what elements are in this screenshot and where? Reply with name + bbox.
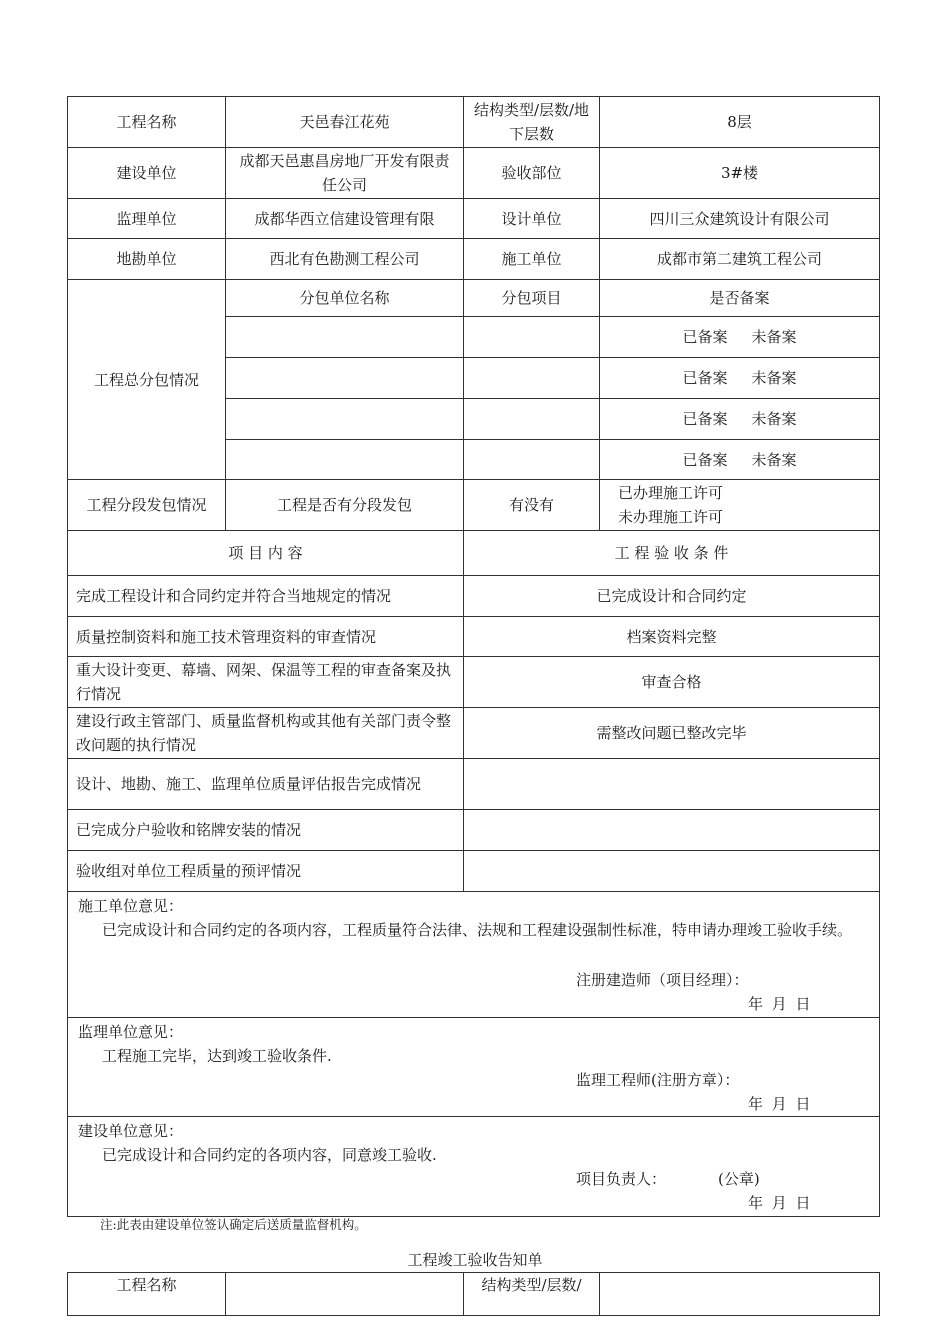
builder-opinion-body: 已完成设计和合同约定的各项内容，同意竣工验收.: [102, 1146, 437, 1164]
second-project-name-value: [226, 1273, 464, 1316]
condition-value: [464, 810, 880, 851]
second-structure-value: [600, 1273, 880, 1316]
condition-item: 质量控制资料和施工技术管理资料的审查情况: [68, 617, 464, 657]
condition-row: [68, 851, 880, 892]
supervisor-value: 成都华西立信建设管理有限: [226, 199, 464, 239]
filed-option[interactable]: 已备案: [682, 369, 728, 387]
subcontract-item-cell: [464, 399, 600, 440]
condition-value: [464, 851, 880, 892]
permit-status-cell: [600, 480, 880, 531]
builder-label: 建设单位: [68, 148, 226, 199]
condition-value: 档案资料完整: [464, 617, 880, 657]
builder-opinion-sign: [576, 1167, 760, 1191]
construction-opinion-head: 施工单位意见：: [78, 897, 184, 915]
condition-item: 设计、地勘、施工、监理单位质量评估报告完成情况: [68, 759, 464, 810]
subcontract-name-cell: [226, 358, 464, 399]
subcontract-item-cell: [464, 317, 600, 358]
filed-status-cell: [600, 440, 880, 480]
supervision-opinion-sign: 监理工程师(注册方章）：: [576, 1071, 740, 1089]
construction-opinion-date: 年 月 日: [748, 995, 813, 1013]
second-structure-label: 结构类型/层数/: [464, 1273, 600, 1316]
condition-item: 完成工程设计和合同约定并符合当地规定的情况: [68, 576, 464, 617]
condition-row: [68, 657, 880, 708]
structure-label: 结构类型/层数/地下层数: [464, 97, 600, 148]
condition-row: [68, 617, 880, 657]
condition-item: 重大设计变更、幕墙、网架、保温等工程的审查备案及执行情况: [68, 657, 464, 708]
subcontract-col-item: 分包项目: [464, 280, 600, 317]
condition-row: [68, 576, 880, 617]
filed-option[interactable]: 已备案: [682, 410, 728, 428]
condition-item: 建设行政主管部门、质量监督机构或其他有关部门责令整改问题的执行情况: [68, 708, 464, 759]
not-filed-option[interactable]: 未备案: [751, 369, 797, 387]
design-label: 设计单位: [464, 199, 600, 239]
segment-answer[interactable]: 有没有: [464, 480, 600, 531]
subcontract-name-cell: [226, 317, 464, 358]
condition-row: [68, 759, 880, 810]
acceptance-part-label: 验收部位: [464, 148, 600, 199]
condition-row: [68, 708, 880, 759]
permit-no-option[interactable]: 未办理施工许可: [618, 508, 724, 526]
subcontract-item-cell: [464, 440, 600, 480]
condition-value: 已完成设计和合同约定: [464, 576, 880, 617]
filed-status-cell: [600, 358, 880, 399]
builder-opinion-head: 建设单位意见：: [78, 1122, 184, 1140]
acceptance-form-table: [67, 96, 880, 1217]
construction-opinion-sign: 注册建造师（项目经理）：: [576, 971, 749, 989]
construction-label: 施工单位: [464, 239, 600, 280]
construction-opinion: [68, 892, 880, 1018]
second-form-title: 工程竣工验收告知单: [407, 1251, 543, 1269]
supervision-opinion-date: 年 月 日: [748, 1095, 813, 1113]
construction-value: 成都市第二建筑工程公司: [600, 239, 880, 280]
condition-item: 验收组对单位工程质量的预评情况: [68, 851, 464, 892]
second-project-name-label: 工程名称: [68, 1273, 226, 1316]
not-filed-option[interactable]: 未备案: [751, 450, 797, 469]
not-filed-option[interactable]: 未备案: [751, 410, 797, 428]
subcontract-name-cell: [226, 399, 464, 440]
survey-value: 西北有色勘测工程公司: [226, 239, 464, 280]
subcontract-item-cell: [464, 358, 600, 399]
subcontract-name-cell: [226, 440, 464, 480]
condition-value: 审查合格: [464, 657, 880, 708]
subcontract-label: 工程总分包情况: [68, 280, 226, 480]
official-seal-label: (公章): [718, 1170, 760, 1188]
conditions-col-item: 项 目 内 容: [68, 531, 464, 576]
project-name-value: 天邑春江花苑: [226, 97, 464, 148]
filed-option[interactable]: 已备案: [682, 450, 728, 469]
segment-question: 工程是否有分段发包: [226, 480, 464, 531]
segment-label: 工程分段发包情况: [68, 480, 226, 531]
filed-option[interactable]: 已备案: [682, 328, 728, 346]
subcontract-col-name: 分包单位名称: [226, 280, 464, 317]
construction-opinion-body: 已完成设计和合同约定的各项内容，工程质量符合法律、法规和工程建设强制性标准，特申请办理竣工验收手续。: [102, 921, 853, 939]
conditions-col-condition: 工 程 验 收 条 件: [464, 531, 880, 576]
supervision-opinion-body: 工程施工完毕，达到竣工验收条件.: [102, 1047, 332, 1065]
supervision-opinion-head: 监理单位意见：: [78, 1023, 184, 1041]
survey-label: 地勘单位: [68, 239, 226, 280]
filed-status-cell: [600, 399, 880, 440]
permit-yes-option[interactable]: 已办理施工许可: [618, 484, 724, 502]
filed-status-cell: [600, 317, 880, 358]
design-value: 四川三众建筑设计有限公司: [600, 199, 880, 239]
supervisor-label: 监理单位: [68, 199, 226, 239]
second-form-table: [67, 1272, 880, 1316]
builder-opinion-sign-label: 项目负责人：: [576, 1170, 667, 1188]
builder-opinion: [68, 1117, 880, 1217]
builder-opinion-date: 年 月 日: [748, 1194, 813, 1212]
builder-value: 成都天邑惠昌房地厂开发有限责任公司: [226, 148, 464, 199]
acceptance-part-value: 3#楼: [600, 148, 880, 199]
condition-value: [464, 759, 880, 810]
condition-item: 已完成分户验收和铭牌安装的情况: [68, 810, 464, 851]
structure-value: 8层: [600, 97, 880, 148]
condition-value: 需整改问题已整改完毕: [464, 708, 880, 759]
not-filed-option[interactable]: 未备案: [751, 328, 797, 346]
project-name-label: 工程名称: [68, 97, 226, 148]
form-note: 注:此表由建设单位签认确定后送质量监督机构。: [100, 1217, 367, 1232]
condition-row: [68, 810, 880, 851]
subcontract-col-filed: 是否备案: [600, 280, 880, 317]
supervision-opinion: [68, 1018, 880, 1117]
